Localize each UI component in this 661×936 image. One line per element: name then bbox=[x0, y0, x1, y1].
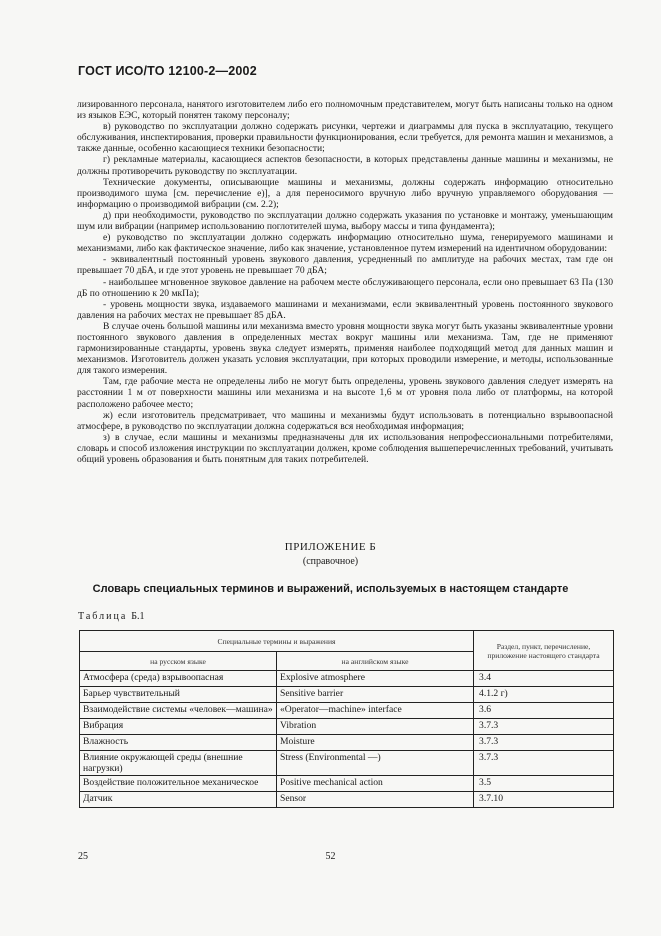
table-number: Б.1 bbox=[131, 611, 145, 622]
paragraph: В случае очень большой машины или механизма вместо уровня мощности звука могут быть указаны эквивалентные уровни постоянного звукового давления в определенных местах вокруг машины или механизма. Там, где не применяют гармонизированные стандарты, уровень звука следует измерять, применяя наиболее подходящий метод для данных машин и механизмов. Изготовитель должен указать условия эксплуатации, при которых проводили измерение, и методы, использованные для такого измерения. bbox=[77, 320, 613, 377]
table-row bbox=[80, 703, 614, 719]
paragraph: - наибольшее мгновенное звуковое давление на рабочем месте обслуживающего персонала, если оно превышает 63 Па (130 дБ по отношению к 20 мкПа); bbox=[77, 276, 613, 299]
table-row bbox=[80, 719, 614, 735]
term-en-cell: Sensitive barrier bbox=[277, 687, 474, 703]
term-ru-cell: Влияние окружающей среды (внешние нагрузки) bbox=[80, 751, 277, 776]
term-ref-cell: 3.5 bbox=[474, 776, 614, 792]
paragraph: - эквивалентный постоянный уровень звукового давления, усредненный по амплитуде на рабочих местах, там где он превышает 70 дБА, и где этот уровень не превышает 70 дБА; bbox=[77, 254, 613, 277]
footer-page-left: 25 bbox=[78, 851, 88, 862]
table-row bbox=[80, 671, 614, 687]
paragraph: Технические документы, описывающие машины и механизмы, должны содержать информацию относительно производимого шума [см. перечисление е)], а для переносимого вручную либо вручную управляемого оборудования — информацию о производимой вибрации (см. 2.2); bbox=[77, 176, 613, 210]
table-label bbox=[78, 611, 145, 622]
footer-page-number: 52 bbox=[325, 851, 336, 862]
table-row bbox=[80, 776, 614, 792]
term-en-cell: Explosive atmosphere bbox=[277, 671, 474, 687]
paragraph: Там, где рабочие места не определены либо не могут быть определены, уровень звукового давления следует измерять на расстоянии 1 м от поверхности машины или механизма и на высоте 1,6 м от уровня пола либо от платформы, на которой расположено рабочее место; bbox=[77, 376, 613, 410]
term-ref-cell: 3.4 bbox=[474, 671, 614, 687]
table-row bbox=[80, 735, 614, 751]
paragraph: в) руководство по эксплуатации должно содержать рисунки, чертежи и диаграммы для пуска в эксплуатацию, текущего обслуживания, инспектирования, проверки правильности функционирования, если требуется, для ремонта машин и механизмов, а также данные, особенно касающиеся техники безопасности; bbox=[77, 121, 613, 155]
term-ru-cell: Вибрация bbox=[80, 719, 277, 735]
paragraph: г) рекламные материалы, касающиеся аспектов безопасности, в которых представлены данные машины и механизмы, не должны противоречить руководству по эксплуатации. bbox=[77, 154, 613, 177]
table-row bbox=[80, 687, 614, 703]
term-en-cell: Sensor bbox=[277, 792, 474, 808]
term-en-cell: «Operator—machine» interface bbox=[277, 703, 474, 719]
table-label-word: Таблица bbox=[78, 611, 128, 622]
term-en-cell: Moisture bbox=[277, 735, 474, 751]
term-ref-cell: 3.7.3 bbox=[474, 735, 614, 751]
dictionary-title: Словарь специальных терминов и выражений, используемых в настоящем стандарте bbox=[92, 583, 569, 595]
term-ref-cell: 3.7.3 bbox=[474, 751, 614, 776]
term-ru-cell: Датчик bbox=[80, 792, 277, 808]
document-header: ГОСТ ИСО/ТО 12100-2—2002 bbox=[78, 64, 257, 78]
term-en-cell: Stress (Environmental —) bbox=[277, 751, 474, 776]
appendix-heading bbox=[0, 541, 661, 567]
term-ref-cell: 4.1.2 г) bbox=[474, 687, 614, 703]
table-en-header: на английском языке bbox=[277, 652, 474, 671]
paragraph: з) в случае, если машины и механизмы предназначены для их использования непрофессиональными потребителями, словарь и способ изложения инструкции по эксплуатации должен, кроме соблюдения вышеперечисленных требований, учитывать общий уровень образования и быть понятным для таких потребителей. bbox=[77, 431, 613, 465]
term-ru-cell: Взаимодействие системы «человек—машина» bbox=[80, 703, 277, 719]
paragraph: ж) если изготовитель предсматривает, что машины и механизмы будут использовать в потенциально взрывоопасной атмосфере, в руководство по эксплуатации должна содержаться вся необходимая информация; bbox=[77, 409, 613, 432]
term-ru-cell: Влажность bbox=[80, 735, 277, 751]
table-row bbox=[80, 751, 614, 776]
term-ref-cell: 3.7.10 bbox=[474, 792, 614, 808]
term-en-cell: Vibration bbox=[277, 719, 474, 735]
table-row bbox=[80, 792, 614, 808]
term-ru-cell: Атмосфера (среда) взрывоопасная bbox=[80, 671, 277, 687]
table-ru-header: на русском языке bbox=[80, 652, 277, 671]
paragraph: е) руководство по эксплуатации должно содержать информацию относительно шума, генерируемого машинами и механизмами, либо как фактическое значение, либо как значение, установленное путем измерений на идентичном оборудовании: bbox=[77, 232, 613, 255]
paragraph: - уровень мощности звука, издаваемого машинами и механизмами, если эквивалентный уровень постоянного звукового давления на рабочих местах не превышает 85 дБА. bbox=[77, 298, 613, 321]
term-ref-cell: 3.6 bbox=[474, 703, 614, 719]
table-ref-header: Раздел, пункт, перечисление, приложение настоящего стандарта bbox=[474, 631, 614, 671]
appendix-subtitle: (справочное) bbox=[302, 556, 359, 567]
term-ru-cell: Воздействие положительное механическое bbox=[80, 776, 277, 792]
term-en-cell: Positive mechanical action bbox=[277, 776, 474, 792]
term-ref-cell: 3.7.3 bbox=[474, 719, 614, 735]
term-ru-cell: Барьер чувствительный bbox=[80, 687, 277, 703]
appendix-title: ПРИЛОЖЕНИЕ Б bbox=[284, 541, 377, 553]
terms-table bbox=[79, 630, 614, 808]
table-group-header: Специальные термины и выражения bbox=[80, 631, 474, 652]
body-text bbox=[77, 99, 613, 465]
paragraph: лизированного персонала, нанятого изготовителем либо его полномочным представителем, могут быть написаны только на одном из языков ЕЭС, который понятен такому персоналу; bbox=[77, 99, 613, 122]
paragraph: д) при необходимости, руководство по эксплуатации должно содержать указания по установке и монтажу, уменьшающим шум или вибрации (например использованию поглотителей шума, выбору массы и типа фундамента); bbox=[77, 209, 613, 233]
